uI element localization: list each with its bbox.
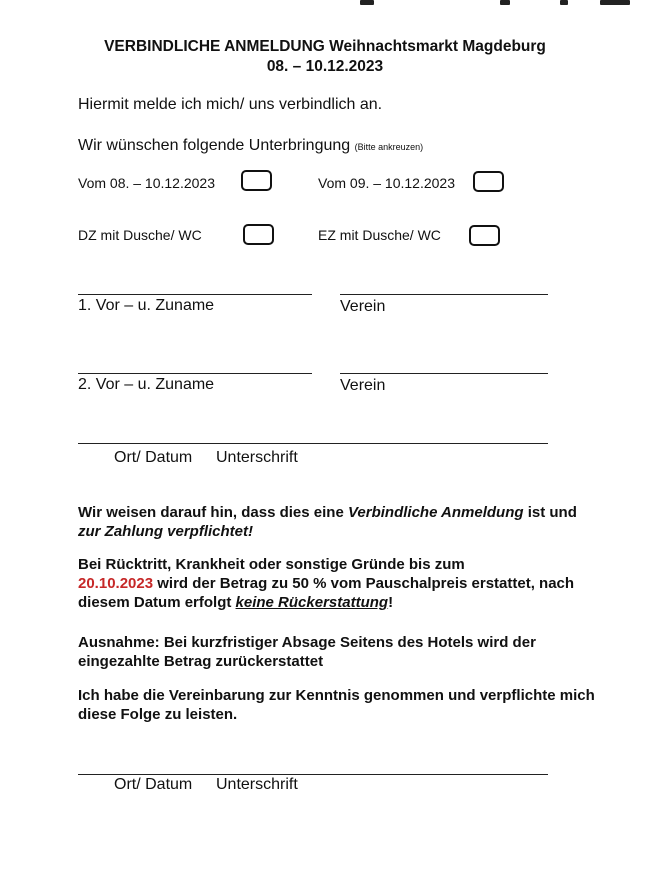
signature-label-1: Unterschrift <box>216 449 298 466</box>
name2-label: 2. Vor – u. Zuname <box>78 376 215 393</box>
accommodation-label-text: Wir wünschen folgende Unterbringung <box>78 137 351 154</box>
name2-field-line[interactable] <box>78 373 312 374</box>
scan-artifact <box>500 0 510 5</box>
notice-cancellation <box>78 555 598 612</box>
name1-field-line[interactable] <box>78 294 312 295</box>
notice-binding-text-2: ist und <box>523 504 577 521</box>
cancellation-text: Bei Rücktritt, Krankheit oder sonstige Gründe bis zum <box>78 556 465 573</box>
cancellation-exclaim: ! <box>388 594 394 611</box>
club2-field-line[interactable] <box>340 373 548 374</box>
scan-artifact <box>360 0 374 5</box>
accommodation-hint: (Bitte ankreuzen) <box>354 142 424 152</box>
signature-line-1[interactable] <box>78 443 548 444</box>
option-room-1-label: DZ mit Dusche/ WC <box>78 227 202 243</box>
checkbox-dates-1[interactable] <box>241 170 272 191</box>
scan-artifact <box>600 0 630 5</box>
option-dates-2-label: Vom 09. – 10.12.2023 <box>318 175 455 191</box>
notice-binding <box>78 503 598 541</box>
checkbox-dates-2[interactable] <box>473 171 504 192</box>
place-date-label-1: Ort/ Datum <box>114 449 193 466</box>
club1-field-line[interactable] <box>340 294 548 295</box>
notice-binding-emph: Verbindliche Anmeldung <box>347 504 524 521</box>
place-date-label-2: Ort/ Datum <box>114 776 193 793</box>
notice-payment-emph: zur Zahlung verpflichtet! <box>78 523 254 540</box>
notice-acknowledgement: Ich habe die Vereinbarung zur Kenntnis genommen und verpflichte mich diese Folge zu leisten. <box>78 687 595 723</box>
accommodation-label <box>78 137 423 155</box>
name1-label: 1. Vor – u. Zuname <box>78 297 215 314</box>
checkbox-room-ez[interactable] <box>469 225 500 246</box>
intro-text: Hiermit melde ich mich/ uns verbindlich an. <box>78 96 383 113</box>
club2-label: Verein <box>340 377 386 394</box>
notice-binding-text: Wir weisen darauf hin, dass dies eine <box>78 504 348 521</box>
title-main: VERBINDLICHE ANMELDUNG <box>104 38 325 55</box>
cancellation-text-2: wird der Betrag zu 50 % vom Pauschalpreis erstattet, nach diesem Datum erfolgt <box>78 575 575 611</box>
no-refund-emph: keine Rückerstattung <box>235 594 389 611</box>
signature-line-2[interactable] <box>78 774 548 775</box>
notice-exception: Ausnahme: Bei kurzfristiger Absage Seitens des Hotels wird der eingezahlte Betrag zurückerstattet <box>78 634 536 670</box>
club1-label: Verein <box>340 298 386 315</box>
cancellation-deadline: 20.10.2023 <box>78 575 154 592</box>
scan-artifact <box>560 0 568 5</box>
title-event: Weihnachtsmarkt Magdeburg <box>324 38 546 55</box>
option-room-2-label: EZ mit Dusche/ WC <box>318 227 441 243</box>
option-dates-1-label: Vom 08. – 10.12.2023 <box>78 175 215 191</box>
document-title <box>0 38 650 56</box>
signature-label-2: Unterschrift <box>216 776 298 793</box>
checkbox-room-dz[interactable] <box>243 224 274 245</box>
event-dates: 08. – 10.12.2023 <box>266 58 384 75</box>
